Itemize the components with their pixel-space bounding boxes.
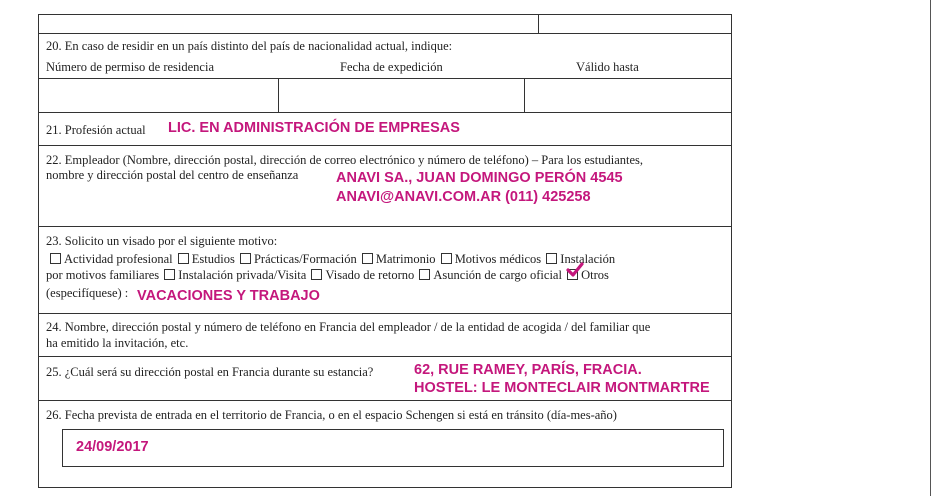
q23-options-line2 xyxy=(46,268,609,283)
option-medicos: Motivos médicos xyxy=(454,252,542,266)
option-cargo: Asunción de cargo oficial xyxy=(433,268,562,282)
row-divider xyxy=(38,33,732,34)
q23-label: 23. Solicito un visado por el siguiente motivo: xyxy=(46,234,278,248)
checkbox-cargo[interactable] xyxy=(419,269,430,280)
q20-col-valid: Válido hasta xyxy=(576,60,639,74)
checkbox-privada[interactable] xyxy=(164,269,175,280)
q23-options-line1 xyxy=(48,252,615,267)
q20-label: 20. En caso de residir en un país distinto del país de nacionalidad actual, indique: xyxy=(46,39,453,53)
q24-label-line1: 24. Nombre, dirección postal y número de teléfono en Francia del empleador / de la entidad de acogida / del familiar que xyxy=(46,320,651,334)
row-divider xyxy=(38,145,732,146)
option-practicas: Prácticas/Formación xyxy=(253,252,357,266)
option-retorno: Visado de retorno xyxy=(325,268,415,282)
option-instalacion-cont: por motivos familiares xyxy=(46,268,160,282)
checkbox-actividad[interactable] xyxy=(50,253,61,264)
row-divider xyxy=(38,112,732,113)
col-divider xyxy=(278,78,279,112)
row-divider xyxy=(38,78,732,79)
row-divider xyxy=(38,313,732,314)
checkbox-practicas[interactable] xyxy=(240,253,251,264)
checkbox-matrimonio[interactable] xyxy=(362,253,373,264)
q25-address-value-line1[interactable]: 62, RUE RAMEY, PARÍS, FRACIA. xyxy=(414,362,642,378)
col-divider xyxy=(524,78,525,112)
q24-label-line2: ha emitido la invitación, etc. xyxy=(46,336,189,350)
q23-reason-value[interactable]: VACACIONES Y TRABAJO xyxy=(137,288,320,304)
q23-especifiquese: (especifíquese) : xyxy=(46,286,129,300)
q22-employer-value-line1[interactable]: ANAVI SA., JUAN DOMINGO PERÓN 4545 xyxy=(336,170,623,186)
option-estudios: Estudios xyxy=(191,252,235,266)
q21-label: 21. Profesión actual xyxy=(46,123,146,137)
q21-profession-value[interactable]: LIC. EN ADMINISTRACIÓN DE EMPRESAS xyxy=(168,120,460,136)
checkbox-otros[interactable] xyxy=(567,269,578,280)
q20-col-permit: Número de permiso de residencia xyxy=(46,60,214,74)
page-edge-line xyxy=(930,0,931,496)
checkbox-retorno[interactable] xyxy=(311,269,322,280)
q26-label: 26. Fecha prevista de entrada en el territorio de Francia, o en el espacio Schengen si está en tránsito (día-mes-año) xyxy=(46,408,617,422)
checkbox-instalacion[interactable] xyxy=(546,253,557,264)
option-otros: Otros xyxy=(581,268,609,282)
row-divider xyxy=(38,400,732,401)
option-privada: Instalación privada/Visita xyxy=(178,268,307,282)
col-divider xyxy=(538,14,539,33)
checkbox-estudios[interactable] xyxy=(178,253,189,264)
row-divider xyxy=(38,226,732,227)
q25-label: 25. ¿Cuál será su dirección postal en Francia durante su estancia? xyxy=(46,365,374,379)
check-icon xyxy=(566,262,584,278)
option-actividad: Actividad profesional xyxy=(64,252,173,266)
q26-entry-date-value[interactable]: 24/09/2017 xyxy=(76,439,149,455)
q22-label-line2: nombre y dirección postal del centro de enseñanza xyxy=(46,168,299,182)
checkbox-medicos[interactable] xyxy=(441,253,452,264)
q25-address-value-line2[interactable]: HOSTEL: LE MONTECLAIR MONTMARTRE xyxy=(414,380,710,396)
option-matrimonio: Matrimonio xyxy=(375,252,436,266)
q22-employer-value-line2[interactable]: ANAVI@ANAVI.COM.AR (011) 425258 xyxy=(336,189,591,205)
q22-label-line1: 22. Empleador (Nombre, dirección postal, dirección de correo electrónico y número de teléfono) – Para los estudiantes, xyxy=(46,153,644,167)
q26-date-box[interactable] xyxy=(62,429,724,467)
q20-col-issued: Fecha de expedición xyxy=(340,60,443,74)
option-instalacion: Instalación xyxy=(560,252,616,266)
row-divider xyxy=(38,356,732,357)
